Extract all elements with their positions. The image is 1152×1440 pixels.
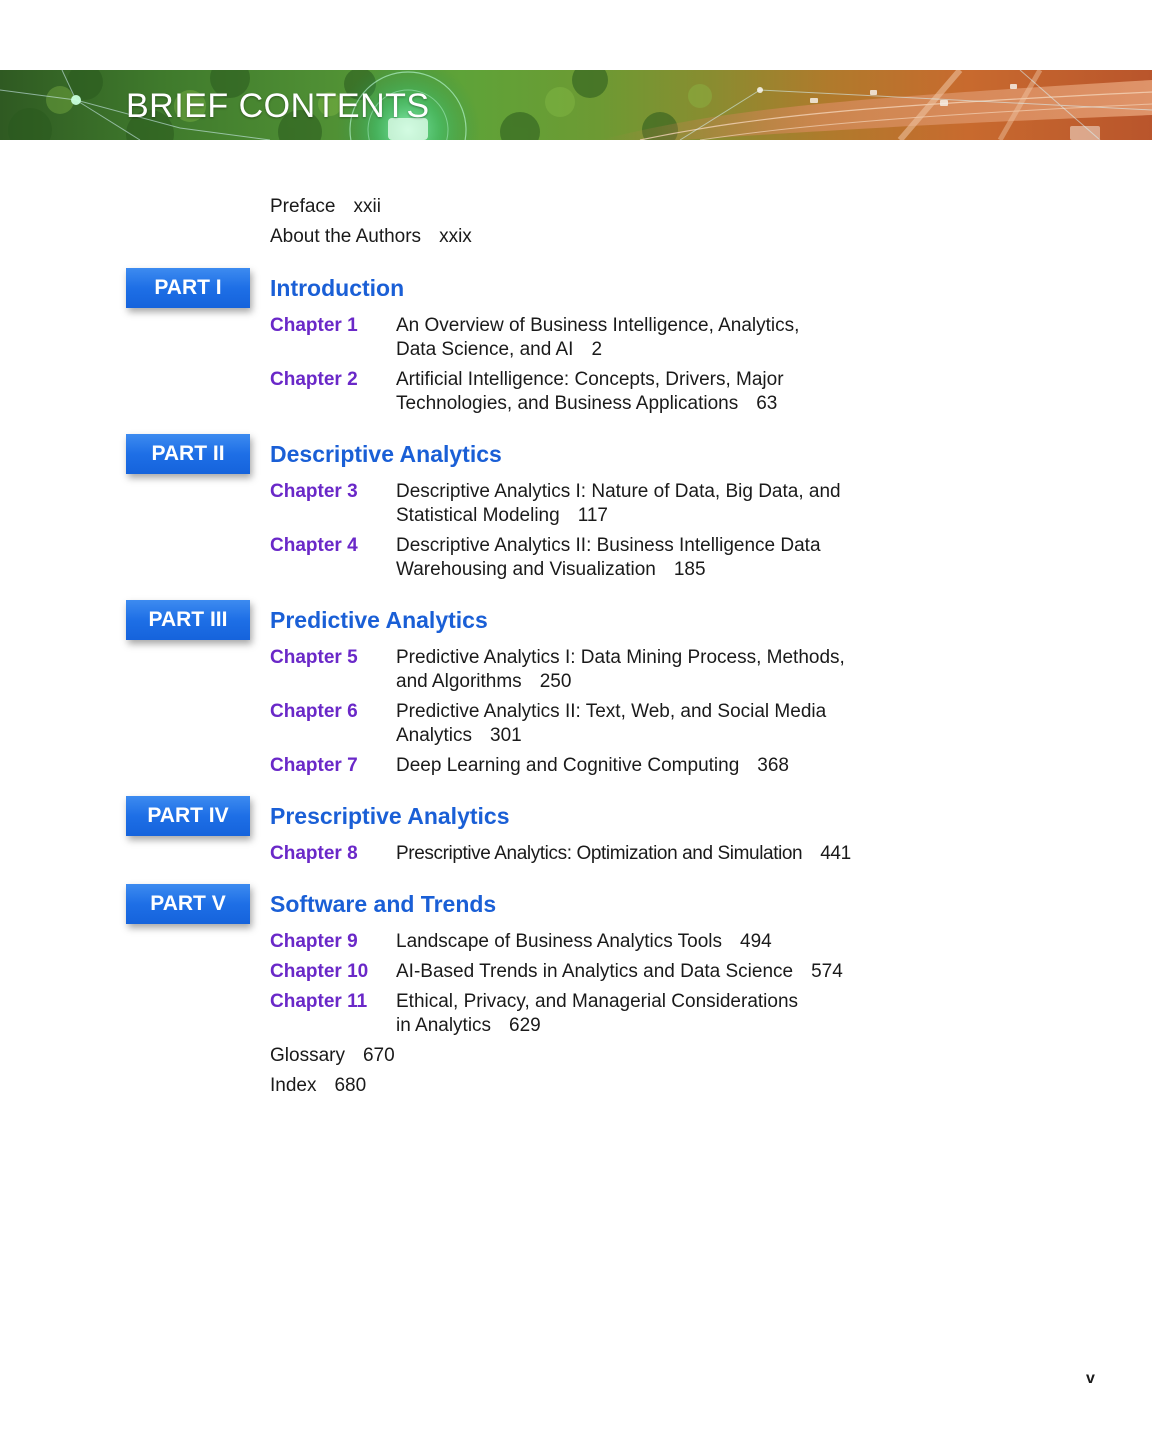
- header-banner: [0, 70, 1152, 140]
- entry-label: Preface: [270, 196, 336, 217]
- entry-label: Index: [270, 1075, 317, 1096]
- entry-page: 680: [334, 1075, 367, 1096]
- chapter-label[interactable]: Chapter 11: [270, 991, 368, 1012]
- toc-entry-index[interactable]: [270, 1074, 366, 1098]
- chapter-label[interactable]: Chapter 3: [270, 481, 358, 502]
- chapter-title-line: Landscape of Business Analytics Tools: [396, 931, 723, 952]
- page-number: v: [1086, 1370, 1095, 1387]
- chapter-label[interactable]: Chapter 4: [270, 535, 358, 556]
- entry-label: About the Authors: [270, 226, 422, 247]
- chapter-title[interactable]: [396, 314, 916, 362]
- chapter-title-line: Warehousing and Visualization: [396, 559, 656, 580]
- entry-label: Glossary: [270, 1045, 345, 1066]
- part-badge: PART IV: [126, 796, 250, 836]
- part-badge: PART V: [126, 884, 250, 924]
- part-title[interactable]: Predictive Analytics: [270, 607, 488, 633]
- chapter-label[interactable]: Chapter 9: [270, 931, 358, 952]
- chapter-page: 117: [577, 505, 608, 526]
- part-title[interactable]: Prescriptive Analytics: [270, 803, 510, 829]
- chapter-page: 250: [539, 671, 572, 692]
- chapter-title-line: AI-Based Trends in Analytics and Data Science: [396, 961, 794, 982]
- chapter-title-line: in Analytics: [396, 1015, 492, 1036]
- chapter-label[interactable]: Chapter 6: [270, 701, 358, 722]
- chapter-title[interactable]: [396, 534, 916, 582]
- chapter-page: 574: [811, 961, 843, 982]
- part-badge: PART III: [126, 600, 250, 640]
- chapter-title-line: An Overview of Business Intelligence, Analytics,: [396, 315, 800, 336]
- chapter-title[interactable]: [396, 930, 916, 954]
- chapter-page: 629: [509, 1015, 541, 1036]
- chapter-title[interactable]: [396, 842, 916, 866]
- chapter-title[interactable]: [396, 368, 916, 416]
- toc-entry-preface[interactable]: [270, 195, 381, 219]
- chapter-label[interactable]: Chapter 7: [270, 755, 358, 776]
- page-title: BRIEF CONTENTS: [126, 87, 430, 125]
- chapter-title-line: Statistical Modeling: [396, 505, 560, 526]
- toc-entry-glossary[interactable]: [270, 1044, 395, 1068]
- part-title[interactable]: Introduction: [270, 275, 405, 301]
- chapter-page: 2: [591, 339, 603, 360]
- part-badge: PART I: [126, 268, 250, 308]
- chapter-title-line: Artificial Intelligence: Concepts, Drivers, Major: [396, 369, 784, 390]
- chapter-page: 494: [740, 931, 772, 952]
- chapter-page: 63: [756, 393, 778, 414]
- chapter-page: 368: [757, 755, 789, 776]
- chapter-title-line: Technologies, and Business Applications: [396, 393, 739, 414]
- chapter-title[interactable]: [396, 960, 916, 984]
- part-title[interactable]: Software and Trends: [270, 891, 497, 917]
- chapter-title[interactable]: [396, 480, 916, 528]
- chapter-title-line: Descriptive Analytics II: Business Intelligence Data: [396, 535, 821, 556]
- chapter-title-line: Predictive Analytics II: Text, Web, and Social Media: [396, 701, 827, 722]
- chapter-title-line: Predictive Analytics I: Data Mining Process, Methods,: [396, 647, 845, 668]
- chapter-title-line: Deep Learning and Cognitive Computing: [396, 755, 740, 776]
- chapter-page: 301: [490, 725, 522, 746]
- entry-page: 670: [362, 1045, 395, 1066]
- toc-entry-about-the-authors[interactable]: [270, 225, 472, 249]
- chapter-title-line: Prescriptive Analytics: Optimization and Simulation: [396, 843, 803, 864]
- chapter-title[interactable]: [396, 646, 916, 694]
- entry-page: xxii: [353, 196, 381, 217]
- chapter-title-line: and Algorithms: [396, 671, 522, 692]
- part-title[interactable]: Descriptive Analytics: [270, 441, 502, 467]
- chapter-page: 185: [673, 559, 706, 580]
- chapter-title-line: Descriptive Analytics I: Nature of Data, Big Data, and: [396, 481, 841, 502]
- chapter-title[interactable]: [396, 700, 916, 748]
- chapter-page: 441: [820, 843, 851, 864]
- chapter-title[interactable]: [396, 754, 916, 778]
- entry-page: xxix: [439, 226, 472, 247]
- chapter-label[interactable]: Chapter 5: [270, 647, 358, 668]
- chapter-label[interactable]: Chapter 2: [270, 369, 358, 390]
- chapter-title-line: Ethical, Privacy, and Managerial Considerations: [396, 991, 799, 1012]
- chapter-label[interactable]: Chapter 8: [270, 843, 358, 864]
- chapter-label[interactable]: Chapter 1: [270, 315, 358, 336]
- part-badge: PART II: [126, 434, 250, 474]
- chapter-title-line: Data Science, and AI: [396, 339, 574, 360]
- chapter-title[interactable]: [396, 990, 916, 1038]
- chapter-label[interactable]: Chapter 10: [270, 961, 369, 982]
- chapter-title-line: Analytics: [396, 725, 473, 746]
